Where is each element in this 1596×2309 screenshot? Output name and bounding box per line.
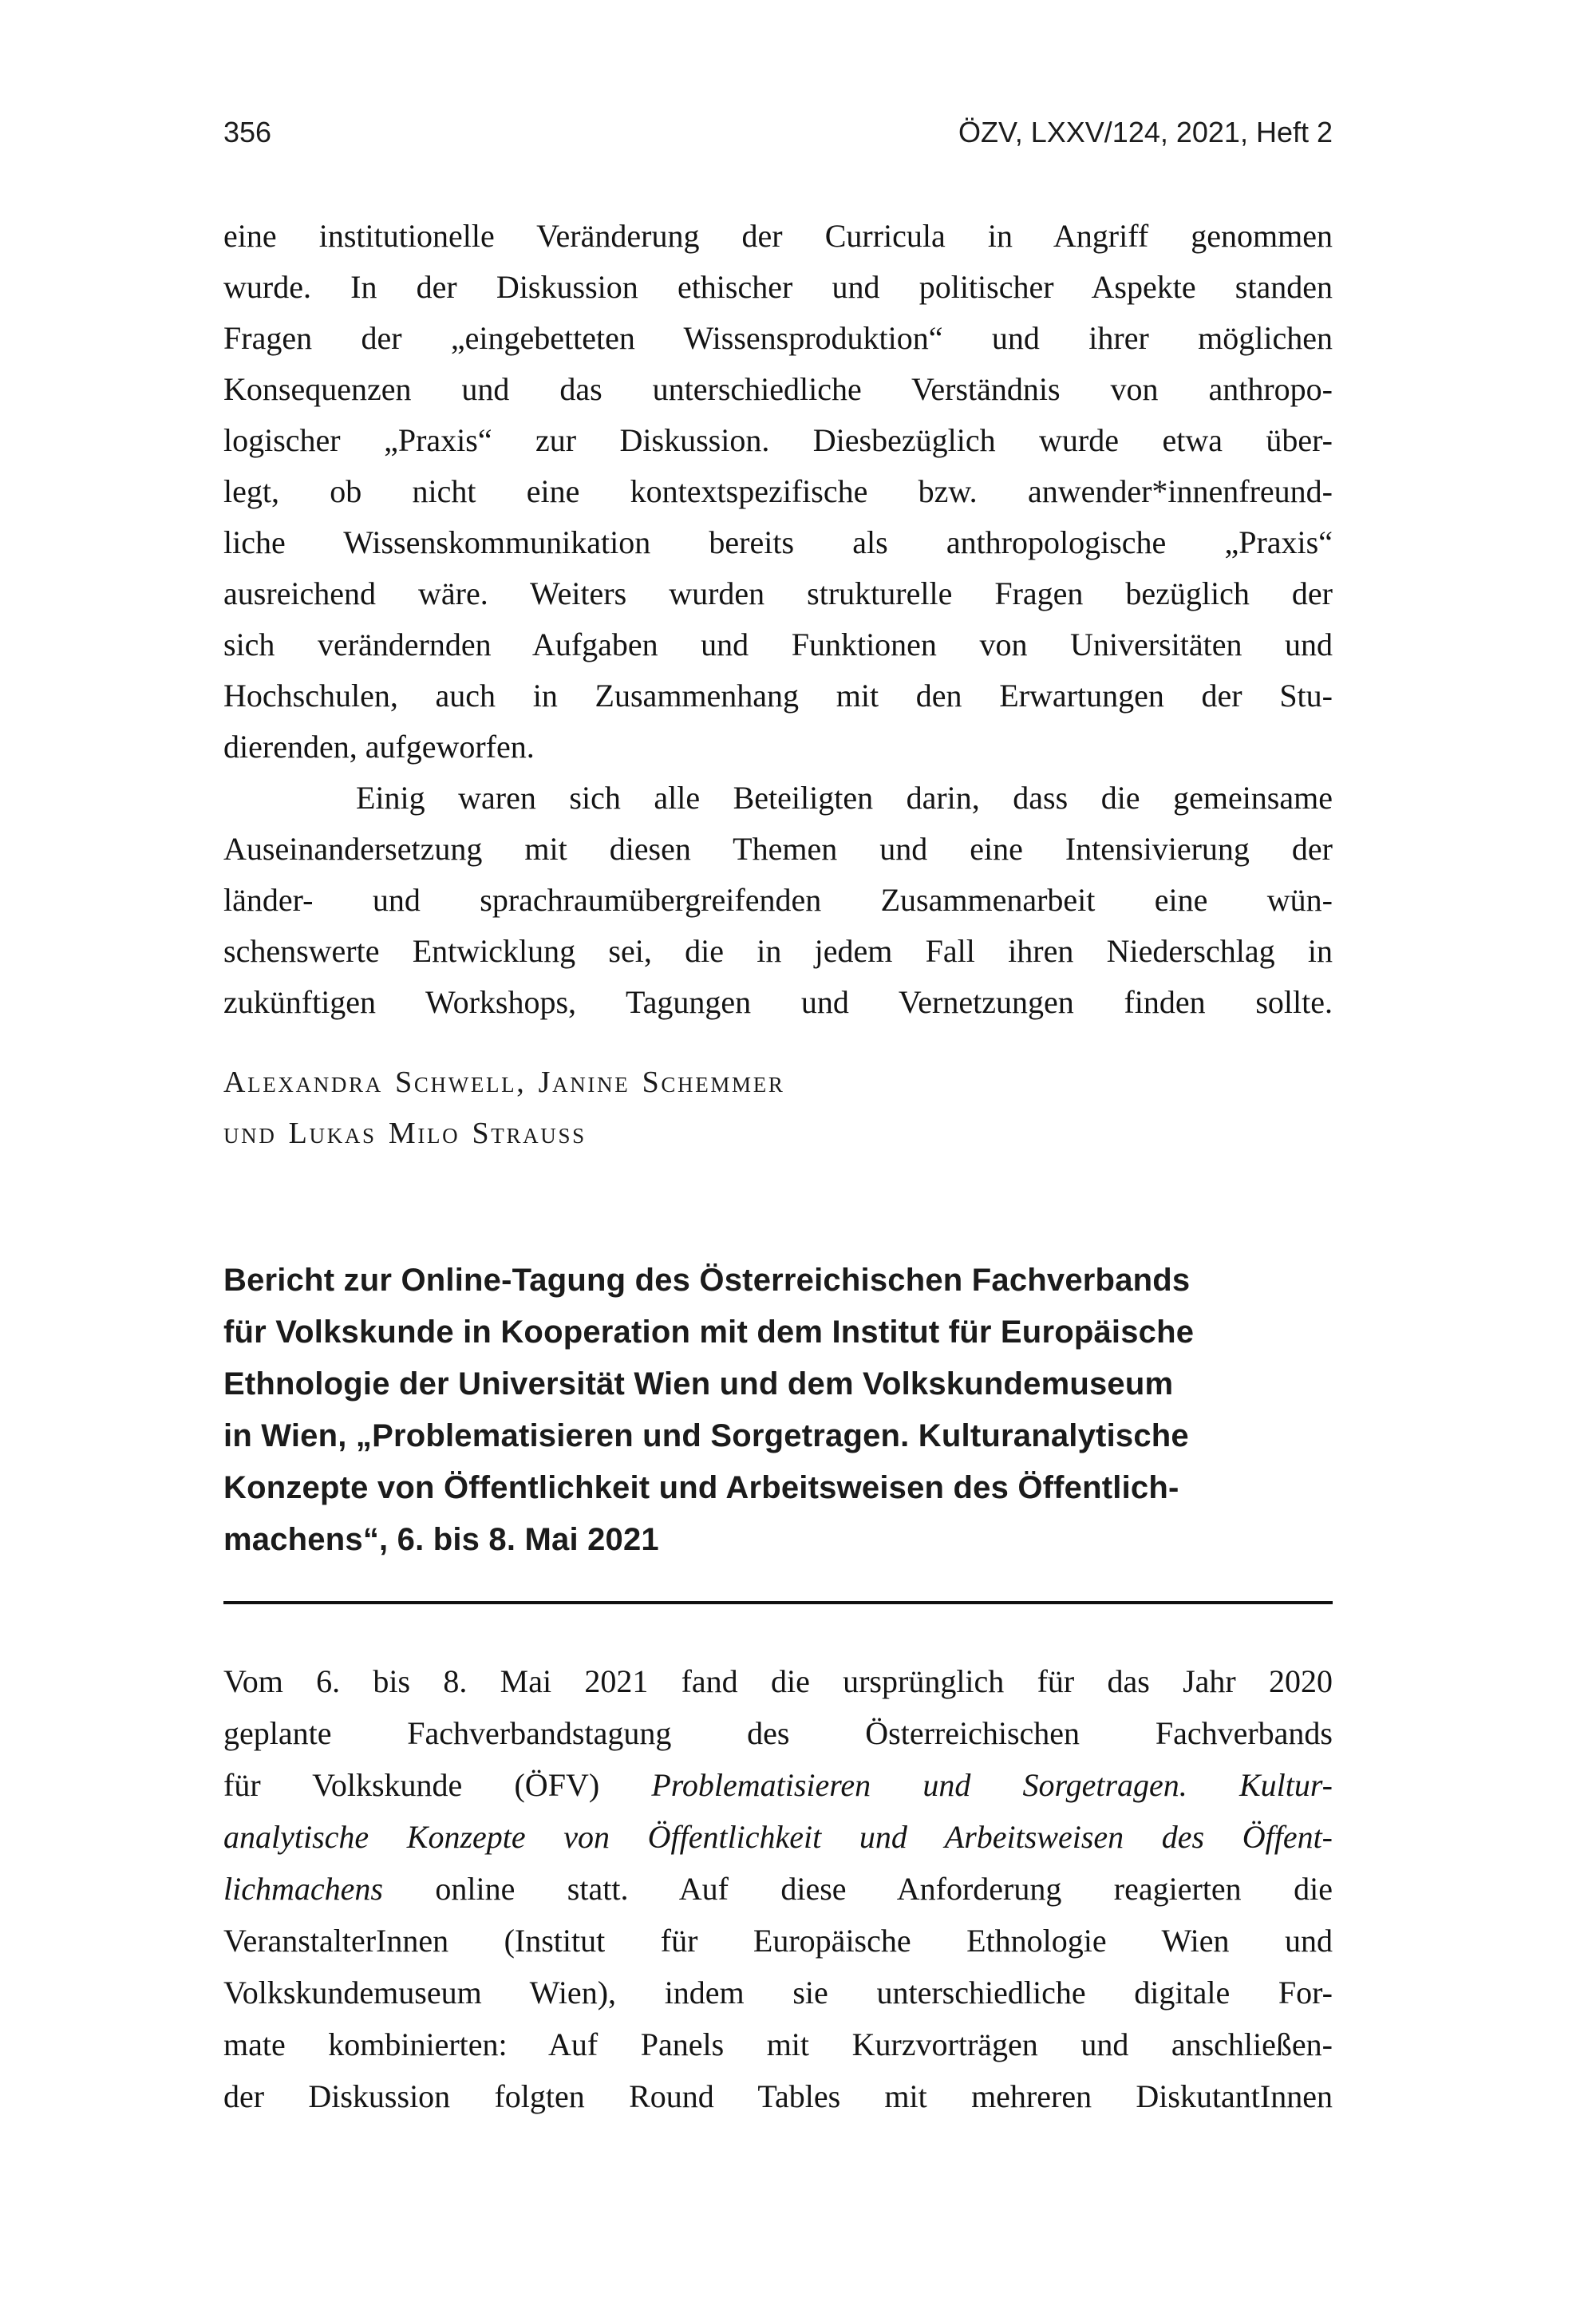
text-segment: Konsequenzen und das unterschiedliche Verständnis von anthropo- — [223, 371, 1333, 407]
text-segment: logischer „Praxis“ zur Diskussion. Diesbezüglich wurde etwa über- — [223, 422, 1333, 458]
text-segment: geplante Fachverbandstagung des Österreichischen Fachverbands — [223, 1715, 1333, 1751]
text-segment: schenswerte Entwicklung sei, die in jedem Fall ihren Niederschlag in — [223, 933, 1333, 969]
author-line: und Lukas Milo Strauss — [223, 1117, 587, 1150]
text-segment: länder- und sprachraumübergreifenden Zusammenarbeit eine wün- — [223, 882, 1333, 918]
text-segment: Fragen der „eingebetteten Wissensproduktion“ und ihrer möglichen — [223, 320, 1333, 356]
text-segment: Vom 6. bis 8. Mai 2021 fand die ursprünglich für das Jahr 2020 — [223, 1663, 1333, 1699]
page-number: 356 — [223, 116, 272, 148]
report-title-line — [223, 1358, 1333, 1410]
text-segment: wurde. In der Diskussion ethischer und politischer Aspekte standen — [223, 269, 1333, 305]
text-segment: in Wien, „Problematisieren und Sorgetragen. Kulturanalytische — [223, 1418, 1189, 1453]
italic-text-segment: analytische Konzepte von Öffentlichkeit und Arbeitsweisen des Öffent- — [223, 1819, 1333, 1855]
text-segment: sich verändernden Aufgaben und Funktionen von Universitäten und — [223, 627, 1333, 662]
author-signature — [223, 1057, 1333, 1159]
body-text-line — [223, 517, 1333, 568]
text-segment: ausreichend wäre. Weiters wurden strukturelle Fragen bezüglich der — [223, 575, 1333, 611]
text-segment: Bericht zur Online-Tagung des Österreichischen Fachverbands — [223, 1263, 1191, 1298]
body-paragraph — [223, 773, 1333, 1028]
body-text-line — [223, 466, 1333, 517]
body-text-line — [223, 211, 1333, 262]
italic-text-segment: Problematisieren und Sorgetragen. Kultur- — [651, 1767, 1333, 1803]
text-segment: für Volkskunde in Kooperation mit dem Institut für Europäische — [223, 1315, 1195, 1350]
text-segment: mate kombinierten: Auf Panels mit Kurzvorträgen und anschließen- — [223, 2026, 1333, 2062]
body-text-line — [223, 875, 1333, 926]
section-divider-rule — [223, 1601, 1333, 1604]
body-text-line — [223, 926, 1333, 977]
report-title-line — [223, 1462, 1333, 1514]
body-text-line — [223, 773, 1333, 824]
text-segment: Volkskundemuseum Wien), indem sie unterschiedliche digitale For- — [223, 1975, 1333, 2010]
body-text-line — [223, 670, 1333, 722]
text-segment: Einig waren sich alle Beteiligten darin, dass die gemeinsame — [356, 780, 1333, 816]
text-segment: Ethnologie der Universität Wien und dem Volkskundemuseum — [223, 1366, 1174, 1402]
body-text-line — [223, 824, 1333, 875]
text-segment: online statt. Auf diese Anforderung reagierten die — [382, 1871, 1333, 1907]
report-title-line — [223, 1255, 1333, 1307]
text-segment: Konzepte von Öffentlichkeit und Arbeitsweisen des Öffentlich- — [223, 1470, 1179, 1505]
report-section — [223, 1255, 1333, 2122]
body-paragraph — [223, 1655, 1333, 2122]
text-segment: für Volkskunde (ÖFV) — [223, 1767, 652, 1803]
report-title-line — [223, 1514, 1333, 1566]
body-text-line — [223, 722, 1333, 773]
report-title-line — [223, 1410, 1333, 1462]
body-text-line — [223, 262, 1333, 313]
body-text-line — [223, 313, 1333, 364]
report-title-line — [223, 1307, 1333, 1358]
text-segment: legt, ob nicht eine kontextspezifische bzw. anwender*innenfreund- — [223, 473, 1333, 509]
body-text-line — [223, 1915, 1333, 1967]
body-text-line — [223, 1759, 1333, 1811]
journal-issue-reference: ÖZV, LXXV/124, 2021, Heft 2 — [958, 116, 1333, 148]
previous-article-end — [223, 211, 1333, 1159]
body-paragraph — [223, 211, 1333, 773]
text-segment: der Diskussion folgten Round Tables mit mehreren DiskutantInnen — [223, 2078, 1333, 2114]
report-title — [223, 1255, 1333, 1566]
body-text-line — [223, 1967, 1333, 2018]
body-text-line — [223, 1707, 1333, 1759]
body-text-line — [223, 2018, 1333, 2070]
body-text-line — [223, 364, 1333, 415]
body-text-line — [223, 619, 1333, 670]
author-line: Alexandra Schwell, Janine Schemmer — [223, 1066, 785, 1099]
text-segment: VeranstalterInnen (Institut für Europäische Ethnologie Wien und — [223, 1923, 1333, 1959]
body-text-line — [223, 568, 1333, 619]
text-segment: Hochschulen, auch in Zusammenhang mit den Erwartungen der Stu- — [223, 678, 1333, 714]
body-text-line — [223, 977, 1333, 1028]
text-segment: liche Wissenskommunikation bereits als anthropologische „Praxis“ — [223, 524, 1333, 560]
text-segment: zukünftigen Workshops, Tagungen und Vernetzungen finden sollte. — [223, 984, 1333, 1020]
body-text-line — [223, 1863, 1333, 1915]
text-segment: Auseinandersetzung mit diesen Themen und eine Intensivierung der — [223, 831, 1333, 867]
body-text-line — [223, 1811, 1333, 1863]
italic-text-segment: lichmachens — [223, 1871, 383, 1907]
page-header — [223, 118, 1333, 147]
body-text-line — [223, 415, 1333, 466]
text-segment: eine institutionelle Veränderung der Curricula in Angriff genommen — [223, 218, 1333, 254]
body-text-line — [223, 1655, 1333, 1707]
text-segment: dierenden, aufgeworfen. — [223, 729, 535, 765]
body-text-line — [223, 2070, 1333, 2122]
text-segment: machens“, 6. bis 8. Mai 2021 — [223, 1522, 659, 1557]
